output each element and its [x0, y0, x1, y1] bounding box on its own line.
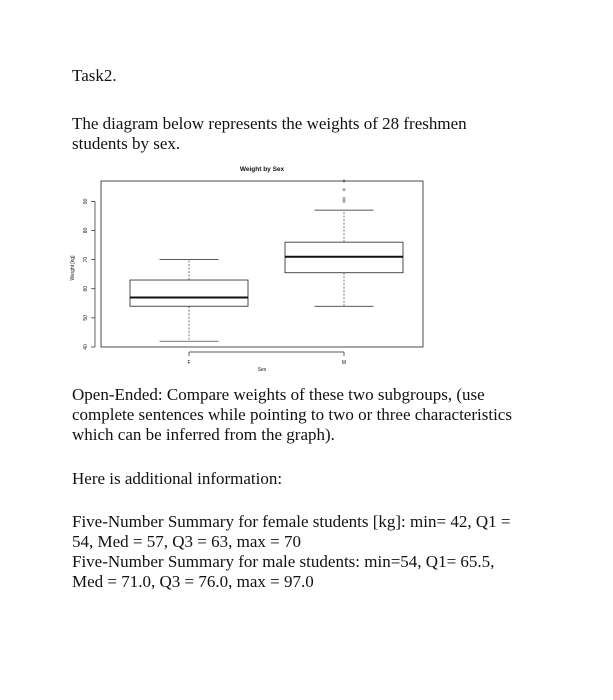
- male-summary-line-1: Five-Number Summary for male students: min=54, Q1= 65.5,: [72, 552, 495, 571]
- female-summary-line-1: Five-Number Summary for female students [kg]: min= 42, Q1 =: [72, 512, 511, 531]
- boxplot-chart: [62, 158, 442, 378]
- question-line-2: complete sentences while pointing to two or three characteristics: [72, 405, 512, 424]
- boxes-layer: [130, 180, 403, 341]
- y-tick-label: 50: [83, 315, 89, 321]
- outlier-point: [343, 189, 345, 191]
- additional-info-heading: Here is additional information:: [72, 469, 283, 488]
- iqr-box: [130, 280, 248, 306]
- question-line-3: which can be inferred from the graph).: [72, 425, 335, 444]
- x-tick-label: M: [341, 360, 347, 366]
- female-summary-line-2: 54, Med = 57, Q3 = 63, max = 70: [72, 532, 301, 551]
- outlier-point: [343, 197, 345, 199]
- outlier-point: [343, 200, 345, 202]
- chart-title: Weight by Sex: [239, 166, 285, 173]
- y-tick-label: 40: [83, 344, 89, 350]
- y-tick-label: 60: [83, 285, 89, 292]
- male-summary-line-2: Med = 71.0, Q3 = 76.0, max = 97.0: [72, 572, 314, 591]
- y-tick-label: 90: [83, 198, 89, 205]
- task-title: Task2.: [72, 66, 117, 85]
- x-axis-label: Sex: [257, 367, 267, 373]
- intro-line-2: students by sex.: [72, 134, 181, 153]
- box-m: [285, 180, 403, 306]
- x-axis: [187, 352, 346, 366]
- plot-frame: [101, 181, 423, 347]
- y-tick-label: 80: [83, 227, 89, 234]
- y-axis: [83, 198, 95, 349]
- y-axis-label: Weight [kg]: [70, 255, 76, 281]
- intro-line-1: The diagram below represents the weights of 28 freshmen: [72, 114, 467, 133]
- y-tick-label: 70: [83, 256, 89, 263]
- box-f: [130, 260, 248, 342]
- x-tick-label: F: [187, 360, 191, 366]
- question-line-1: Open-Ended: Compare weights of these two subgroups, (use: [72, 385, 485, 404]
